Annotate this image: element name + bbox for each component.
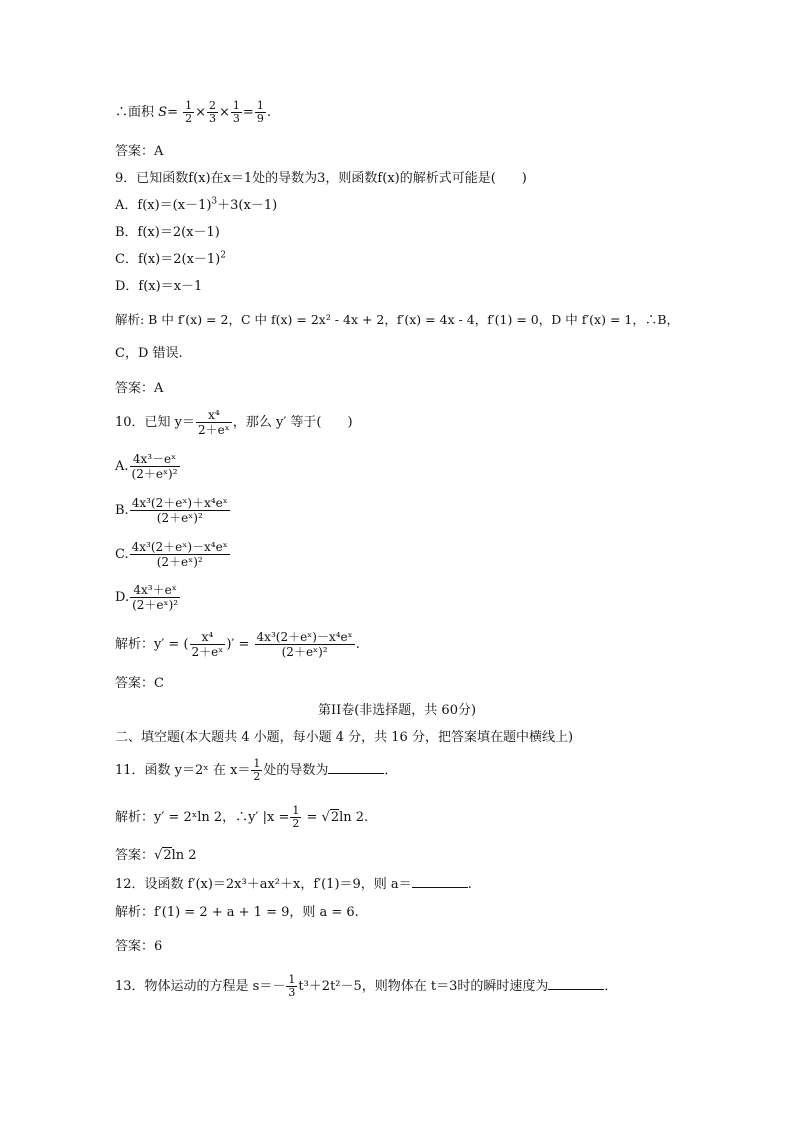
fraction [255, 100, 266, 125]
question-13 [115, 974, 617, 999]
question-text: 10．已知 y＝ [115, 415, 196, 430]
equals: = [167, 105, 178, 120]
question-text: 11．函数 y＝2ˣ 在 x＝ [115, 763, 251, 778]
numerator: 2 [209, 99, 217, 112]
fraction [130, 540, 230, 569]
fraction [231, 100, 242, 125]
option-text: ＋3(x－1) [217, 198, 278, 213]
fraction [130, 583, 180, 612]
denominator: 3 [288, 986, 296, 999]
solution-text: )′ = [226, 637, 254, 652]
solution-text: 解析：y′ = ( [115, 637, 189, 652]
period: . [467, 877, 472, 892]
solution-12: 解析：f′(1) = 2 + a + 1 = 9，则 a = 6. [115, 905, 359, 920]
square-root: √2 [154, 848, 172, 863]
period: ． [604, 979, 618, 994]
radicand: 2 [330, 810, 340, 825]
fraction [286, 974, 297, 999]
answer-12: 答案：6 [115, 939, 163, 954]
times: × [195, 105, 207, 120]
option-label: C. [115, 547, 129, 562]
denominator: (2＋eˣ)² [156, 555, 203, 569]
fraction [290, 805, 301, 830]
denominator: 3 [232, 112, 240, 125]
answer-label: 答案： [115, 848, 155, 863]
times: × [219, 105, 230, 120]
answer-9: 答案：A [115, 381, 164, 396]
equals: = [302, 810, 322, 825]
question-10-option-a [115, 452, 181, 481]
answer-blank[interactable] [412, 875, 468, 888]
denominator: 2 [292, 817, 300, 830]
period: ． [384, 763, 398, 778]
section-2-title: 第II卷(非选择题，共 60分) [317, 703, 477, 718]
question-10-option-c [115, 540, 231, 569]
area-line [115, 100, 271, 125]
question-9-option-c [115, 252, 226, 268]
fraction [183, 100, 194, 125]
denominator: (2＋eˣ)² [131, 467, 178, 481]
question-10-option-b [115, 496, 231, 525]
option-label: B. [115, 503, 129, 518]
solution-10 [115, 630, 360, 659]
fraction [207, 100, 218, 125]
denominator: (2＋eˣ)² [281, 645, 328, 659]
answer-text: ln 2 [171, 848, 197, 863]
superscript: 2 [220, 250, 226, 261]
numerator: 1 [292, 804, 300, 817]
denominator: 2 [253, 770, 261, 783]
answer-10: 答案：C [115, 676, 164, 691]
period: . [266, 105, 271, 120]
fill-in-heading: 二、填空题(本大题共 4 小题，每小题 4 分，共 16 分，把答案填在题中横线上) [115, 730, 574, 745]
numerator: 4x³＋eˣ [130, 583, 180, 598]
answer-11 [115, 848, 197, 864]
equals: = [242, 105, 254, 120]
fraction [130, 496, 230, 525]
solution-text: ln 2. [339, 810, 369, 825]
fraction [255, 630, 355, 659]
question-12 [115, 875, 472, 893]
numerator: 1 [253, 757, 261, 770]
denominator: 3 [209, 112, 217, 125]
square-root: √2 [321, 810, 340, 825]
fraction [130, 452, 180, 481]
numerator: 4x³(2＋eˣ)－x⁴eˣ [131, 540, 228, 554]
denominator: 9 [256, 112, 264, 125]
answer-blank[interactable] [328, 761, 384, 774]
question-10 [115, 408, 353, 437]
question-text: 13．物体运动的方程是 s＝－ [115, 979, 286, 994]
denominator: 2 [185, 112, 193, 125]
option-label: A. [115, 459, 129, 474]
question-11 [115, 758, 397, 783]
numerator: x⁴ [190, 630, 226, 645]
question-10-option-d [115, 583, 181, 612]
question-9-option-a [115, 198, 277, 214]
solution-11 [115, 805, 368, 830]
numerator: 1 [232, 99, 240, 112]
area-prefix: ∴面积 [115, 105, 155, 120]
answer-8: 答案：A [115, 144, 164, 159]
denominator: (2＋eˣ)² [156, 511, 203, 525]
period: . [355, 637, 360, 652]
denominator: 2＋eˣ [191, 645, 224, 659]
fraction [190, 630, 226, 659]
numerator: 1 [185, 99, 193, 112]
question-9-option-b: B．f(x)＝2(x－1) [115, 225, 220, 240]
denominator: 2＋eˣ [198, 423, 230, 437]
numerator: 4x³－eˣ [130, 452, 180, 467]
superscript: 3 [211, 196, 218, 207]
question-text: ，那么 y′ 等于( ) [232, 415, 353, 430]
radicand: 2 [163, 848, 172, 863]
numerator: 1 [288, 973, 296, 986]
fraction [251, 758, 262, 783]
question-9-option-d: D．f(x)＝x－1 [115, 279, 203, 294]
question-text: 12．设函数 f′(x)＝2x³＋ax²＋x，f′(1)＝9，则 a＝ [115, 877, 412, 892]
area-var: S [158, 105, 168, 120]
question-text: t³＋2t²－5，则物体在 t＝3时的瞬时速度为 [298, 979, 549, 994]
numerator: x⁴ [196, 408, 232, 423]
option-text: A．f(x)＝(x－1) [115, 198, 212, 213]
answer-blank[interactable] [548, 977, 604, 990]
solution-9-line-1: 解析: B 中 f′(x) = 2，C 中 f(x) = 2x² - 4x + 2，f′(x) = 4x - 4，f′(1) = 0，D 中 f′(x) = 1，∴B， [115, 312, 680, 327]
solution-9-line-2: C，D 错误. [115, 346, 183, 361]
solution-text: 解析：y′ = 2ˣln 2，∴y′ |x = [115, 810, 290, 825]
fraction [196, 408, 232, 437]
numerator: 4x³(2＋eˣ)＋x⁴eˣ [131, 496, 228, 510]
option-label: D. [115, 590, 130, 605]
numerator: 1 [256, 99, 264, 112]
denominator: (2＋eˣ)² [132, 598, 179, 612]
question-9: 9．已知函数f(x)在x＝1处的导数为3，则函数f(x)的解析式可能是( ) [115, 171, 527, 186]
numerator: 4x³(2＋eˣ)－x⁴eˣ [256, 630, 353, 644]
question-text: 处的导数为 [263, 763, 329, 778]
option-text: C．f(x)＝2(x－1) [115, 252, 221, 267]
